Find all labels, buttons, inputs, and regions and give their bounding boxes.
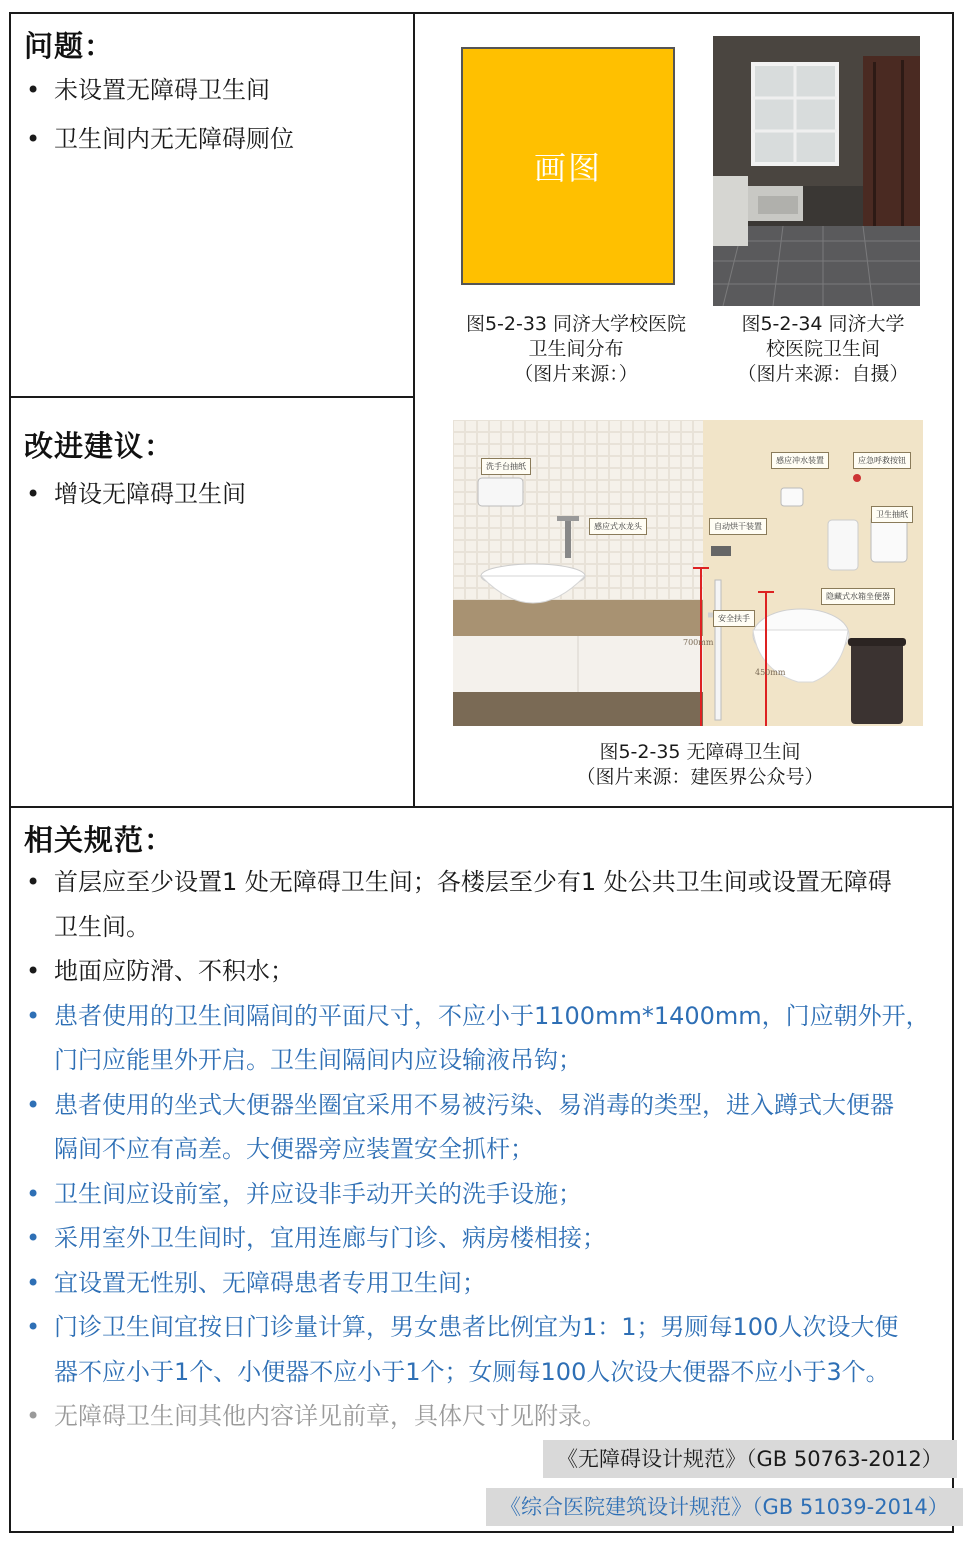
problem-item: • 未设置无障碍卫生间 — [12, 66, 410, 115]
label-700: 700mm — [683, 638, 714, 647]
standard-hospital: 《综合医院建筑设计规范》（GB 51039-2014） — [486, 1488, 963, 1526]
fig34-caption — [722, 312, 924, 387]
rule-item — [12, 1394, 950, 1439]
problems-list — [12, 66, 410, 164]
rule-item — [12, 1083, 950, 1172]
rule-item — [12, 1305, 950, 1394]
placeholder-text: 画图 — [533, 149, 602, 187]
fig33-caption-line3: （图片来源：） — [514, 363, 638, 385]
rule-item — [12, 1216, 950, 1261]
rules-title: 相关规范： — [24, 823, 175, 857]
rule-line: 门闩应能里外开启。卫生间隔间内应设输液吊钩； — [54, 1046, 582, 1074]
rule-line: • 采用室外卫生间时，宜用连廊与门诊、病房楼相接； — [54, 1224, 606, 1252]
label-concealed-tank: 隐藏式水箱坐便器 — [821, 588, 895, 605]
label-toilet-paper: 卫生抽纸 — [871, 506, 913, 523]
rule-line: 器不应小于1个、小便器不应小于1个；女厕每100人次设大便器不应小于3个。 — [54, 1357, 890, 1386]
fig34-caption-line2: 校医院卫生间 — [765, 338, 880, 360]
problems-title: 问题： — [24, 29, 115, 63]
divider-left — [9, 396, 415, 398]
rules-list — [12, 860, 950, 1439]
suggestions-list — [12, 470, 410, 519]
label-450: 450mm — [755, 668, 786, 677]
label-safety-rail: 安全扶手 — [713, 610, 755, 627]
rule-line: • 门诊卫生间宜按日门诊量计算，男女患者比例宜为1：1；男厕每100人次设大便 — [54, 1313, 899, 1341]
label-emergency-button: 应急呼救按钮 — [853, 452, 911, 469]
rule-line: 隔间不应有高差。大便器旁应装置安全抓杆； — [54, 1135, 534, 1163]
accessible-restroom-photo — [453, 420, 923, 726]
fig35-caption-line2: （图片来源：建医界公众号） — [576, 766, 824, 788]
fig35-caption — [540, 740, 860, 790]
fig33-caption-line1: 图5-2-33 同济大学校医院 — [465, 313, 687, 335]
rule-line: • 宜设置无性别、无障碍患者专用卫生间； — [54, 1268, 486, 1297]
rule-line: • 地面应防滑、不积水； — [54, 957, 294, 985]
label-auto-dryer: 自动烘干装置 — [709, 518, 767, 535]
suggestion-item: • 增设无障碍卫生间 — [12, 470, 410, 519]
divider-vertical — [413, 12, 415, 808]
rule-item — [12, 994, 950, 1083]
rule-item — [12, 949, 950, 994]
rule-line: • 首层应至少设置1 处无障碍卫生间；各楼层至少有1 处公共卫生间或设置无障碍 — [54, 868, 892, 896]
fig35-caption-line1: 图5-2-35 无障碍卫生间 — [599, 741, 801, 763]
rule-line: • 卫生间应设前室，并应设非手动开关的洗手设施； — [54, 1179, 582, 1208]
rule-item — [12, 1172, 950, 1217]
problem-item: • 卫生间内无无障碍厕位 — [12, 115, 410, 164]
figure-placeholder — [461, 47, 675, 285]
rule-line: • 无障碍卫生间其他内容详见前章，具体尺寸见附录。 — [54, 1402, 606, 1430]
rule-item — [12, 860, 950, 949]
label-hand-paper: 洗手台抽纸 — [481, 458, 531, 475]
rule-line: 卫生间。 — [54, 912, 150, 941]
fig34-caption-line1: 图5-2-34 同济大学 — [741, 313, 905, 335]
standard-barrier-free: 《无障碍设计规范》（GB 50763-2012） — [543, 1440, 957, 1478]
fig33-caption — [440, 312, 712, 387]
restroom-photo — [713, 36, 920, 306]
rule-line: • 患者使用的坐式大便器坐圈宜采用不易被污染、易消毒的类型，进入蹲式大便器 — [54, 1090, 894, 1119]
rule-line: • 患者使用的卫生间隔间的平面尺寸，不应小于1100mm*1400mm，门应朝外开， — [54, 1001, 930, 1030]
label-sensor-faucet: 感应式水龙头 — [589, 518, 647, 535]
label-sensor-flush: 感应冲水装置 — [771, 452, 829, 469]
divider-horizontal — [9, 806, 954, 808]
fig33-caption-line2: 卫生间分布 — [528, 338, 624, 360]
suggestions-title: 改进建议： — [24, 429, 175, 463]
rule-item — [12, 1261, 950, 1306]
fig34-caption-line3: （图片来源：自摄） — [737, 363, 909, 385]
